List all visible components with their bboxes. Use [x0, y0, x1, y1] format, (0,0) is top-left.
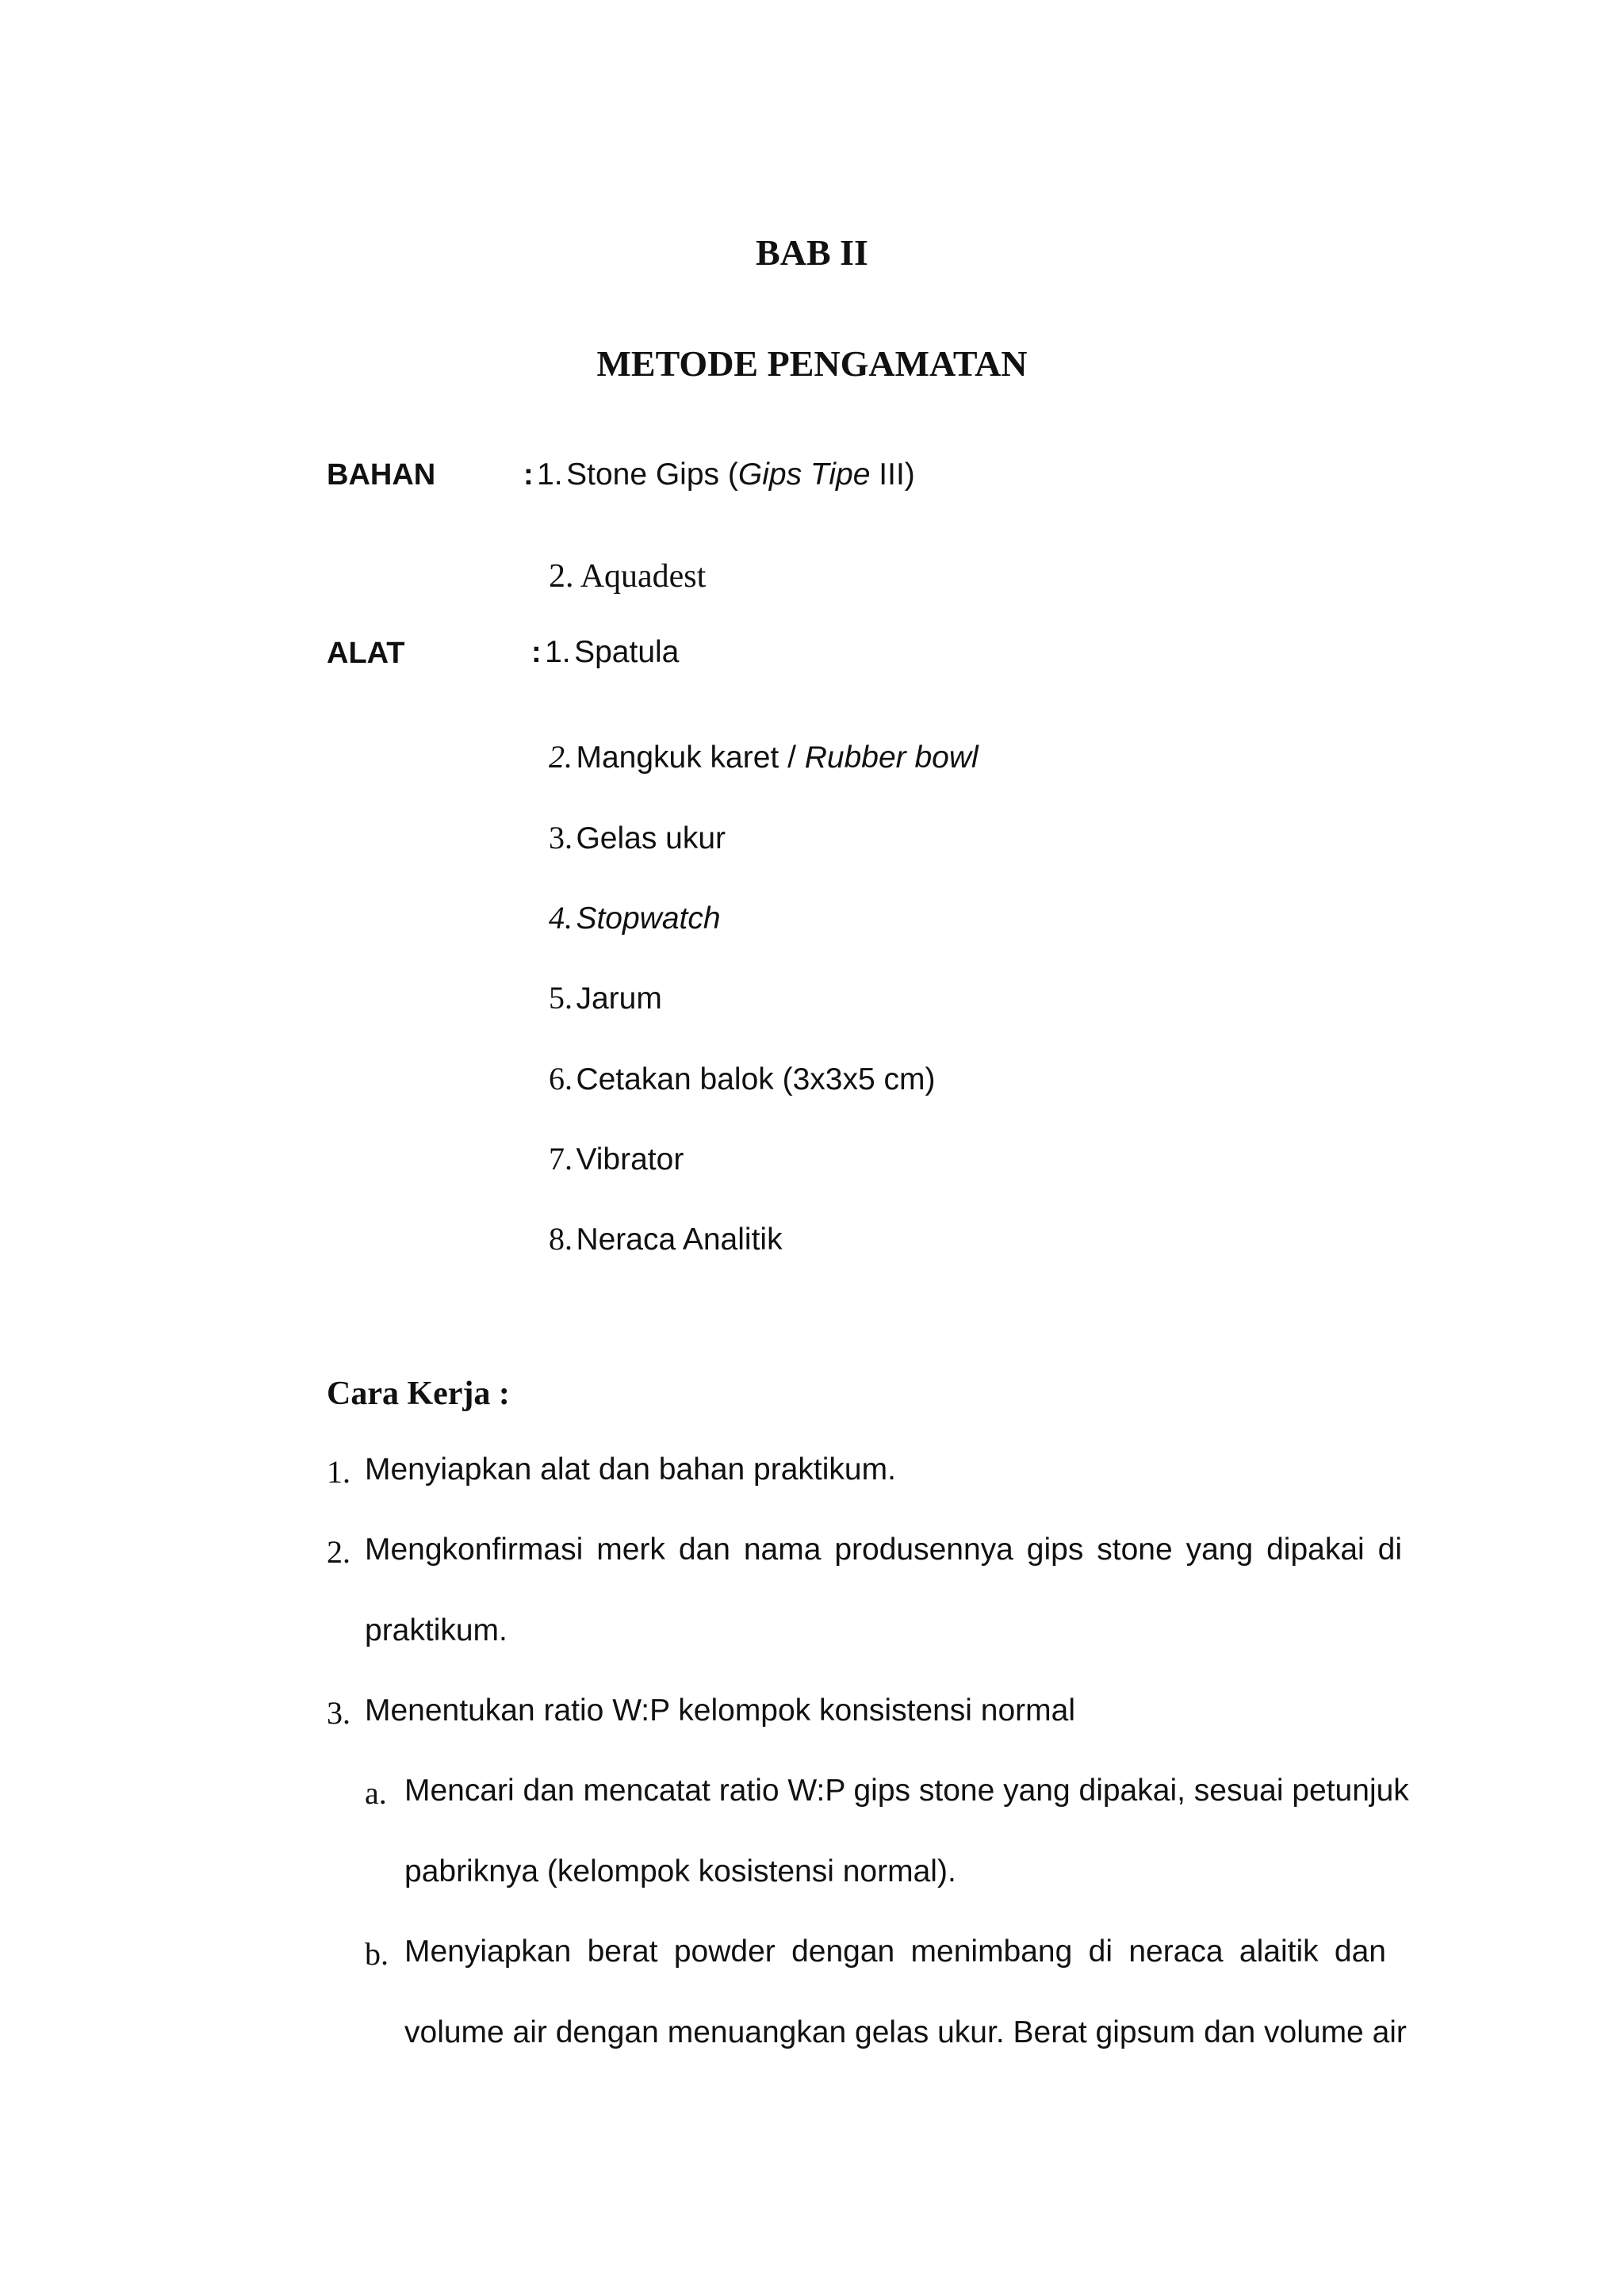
alat-colon: :: [531, 636, 542, 669]
substep-letter: b.: [365, 1936, 389, 1972]
substep-text-continued: pabriknya (kelompok kosistensi normal).: [404, 1854, 956, 1888]
alat-item-4: [549, 899, 721, 936]
cara-kerja-heading: Cara Kerja :: [327, 1376, 510, 1412]
alat-item-2: [549, 738, 979, 775]
alat-item-num: 6.: [549, 1061, 573, 1096]
bahan-item-num: 1.: [537, 457, 563, 492]
alat-item-num: 8.: [549, 1221, 573, 1257]
alat-item-text: Mangkuk karet /: [576, 740, 805, 775]
alat-item-num: 3.: [549, 820, 573, 855]
alat-item-num: 7.: [549, 1141, 573, 1177]
bahan-item-2: [549, 557, 706, 595]
bahan-item-text: Stone Gips (: [566, 457, 738, 492]
alat-item-text: Neraca Analitik: [576, 1223, 783, 1257]
alat-item-6: [549, 1060, 936, 1097]
step-number: 1.: [327, 1454, 350, 1490]
alat-item-italic: Rubber bowl: [804, 740, 979, 775]
bahan-item-num: 2.: [549, 558, 574, 595]
step-number: 3.: [327, 1695, 350, 1731]
substep-text-continued: volume air dengan menuangkan gelas ukur. Berat gipsum dan volume air: [404, 2015, 1407, 2049]
alat-item-text: Spatula: [574, 635, 680, 669]
bahan-item-italic: Gips Tipe: [737, 457, 871, 492]
step-text: Mengkonfirmasi merk dan nama produsennya gips stone yang dipakai di: [365, 1533, 1402, 1567]
alat-item-num: 4.: [549, 900, 573, 936]
chapter-title: METODE PENGAMATAN: [596, 343, 1028, 384]
step-text-continued: praktikum.: [365, 1613, 508, 1647]
step-text: Menyiapkan alat dan bahan praktikum.: [365, 1452, 896, 1487]
alat-item-8: [549, 1220, 783, 1257]
alat-item-text: Jarum: [576, 982, 662, 1016]
alat-item-num: 1.: [545, 635, 571, 669]
alat-item-num: 2.: [549, 739, 573, 775]
alat-item-text: Gelas ukur: [576, 821, 726, 855]
step-text: Menentukan ratio W:P kelompok konsistensi normal: [365, 1693, 1075, 1728]
chapter-heading: BAB II: [756, 232, 868, 273]
alat-item-7: [549, 1140, 684, 1177]
step-number: 2.: [327, 1534, 350, 1570]
bahan-item-1: [523, 457, 915, 492]
substep-letter: a.: [365, 1775, 387, 1811]
alat-item-5: [549, 979, 662, 1016]
substep-text: Mencari dan mencatat ratio W:P gips stone yang dipakai, sesuai petunjuk: [404, 1774, 1409, 1808]
alat-item-text: Vibrator: [576, 1142, 684, 1177]
alat-item-1: [531, 635, 679, 670]
alat-item-num: 5.: [549, 980, 573, 1016]
alat-item-text: Cetakan balok (3x3x5 cm): [576, 1062, 936, 1096]
substep-text: Menyiapkan berat powder dengan menimbang di neraca alaitik dan: [404, 1934, 1386, 1969]
alat-item-italic: Stopwatch: [576, 901, 721, 936]
alat-label: ALAT: [327, 637, 405, 670]
bahan-item-text: Aquadest: [580, 558, 707, 595]
alat-item-3: [549, 819, 726, 856]
bahan-label: BAHAN: [327, 458, 436, 492]
bahan-colon: :: [523, 458, 534, 492]
bahan-item-text-end: III): [870, 457, 915, 492]
